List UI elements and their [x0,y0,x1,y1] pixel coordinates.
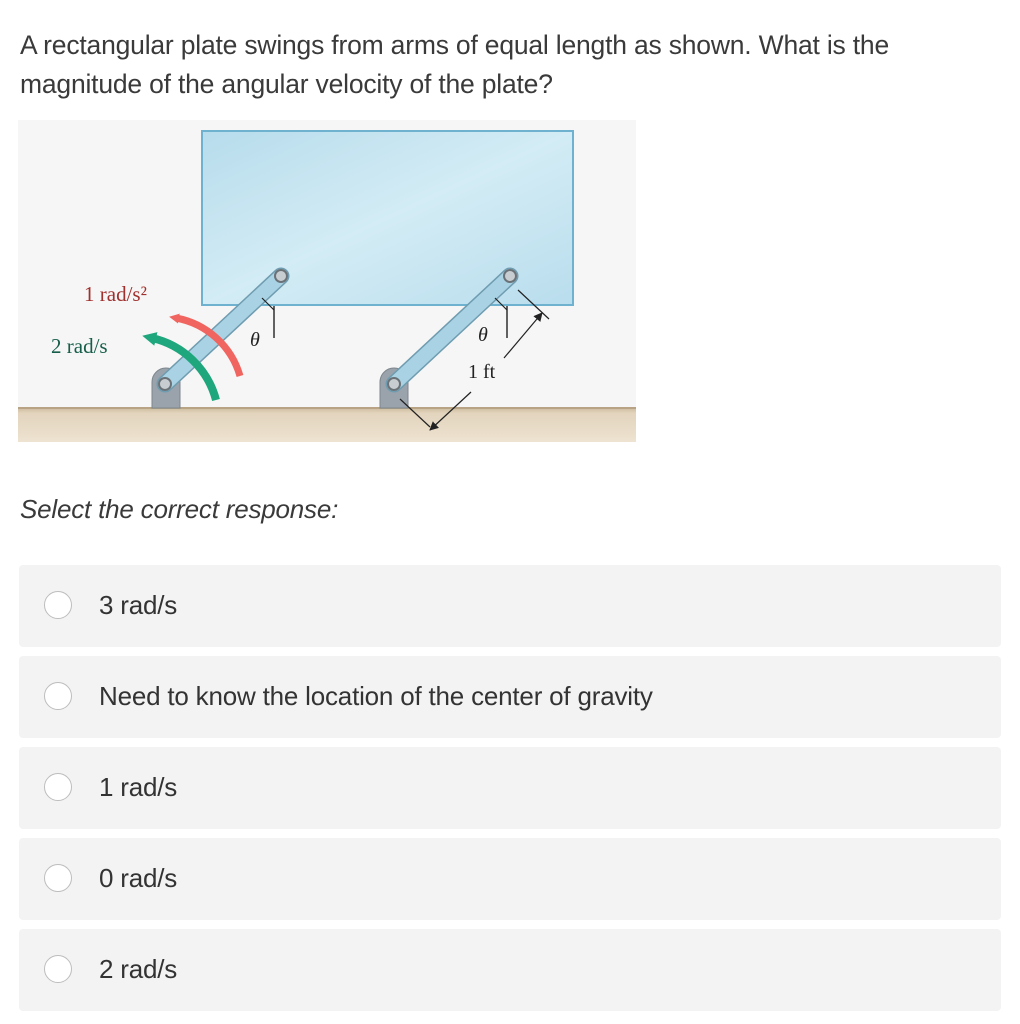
plate-diagram [18,120,636,442]
option-label: 0 rad/s [99,863,178,893]
answer-options [19,565,1001,1020]
option-need-center-of-gravity[interactable] [19,656,1001,738]
radio-button[interactable] [44,591,72,619]
option-label: 1 rad/s [99,772,178,802]
option-0-rad-s[interactable] [19,838,1001,920]
radio-button[interactable] [44,864,72,892]
option-3-rad-s[interactable] [19,565,1001,647]
radio-button[interactable] [44,955,72,983]
option-label: Need to know the location of the center of gravity [99,681,653,711]
ground [18,408,636,442]
right-angle-label: θ [478,324,488,346]
left-angle-label: θ [250,329,260,351]
left-lower-pin [159,378,171,390]
right-upper-pin [504,270,516,282]
option-label: 3 rad/s [99,590,178,620]
left-upper-pin [275,270,287,282]
right-lower-pin [388,378,400,390]
radio-button[interactable] [44,773,72,801]
question-text: A rectangular plate swings from arms of equal length as shown. What is the magnitude of the angular velocity of the plate? [20,30,889,99]
arm-length-label: 1 ft [468,361,496,383]
option-2-rad-s[interactable] [19,929,1001,1011]
option-1-rad-s[interactable] [19,747,1001,829]
angular-velocity-label: 2 rad/s [51,334,108,358]
option-label: 2 rad/s [99,954,178,984]
angular-acceleration-label: 1 rad/s² [84,282,147,306]
select-prompt: Select the correct response: [20,494,339,524]
radio-button[interactable] [44,682,72,710]
